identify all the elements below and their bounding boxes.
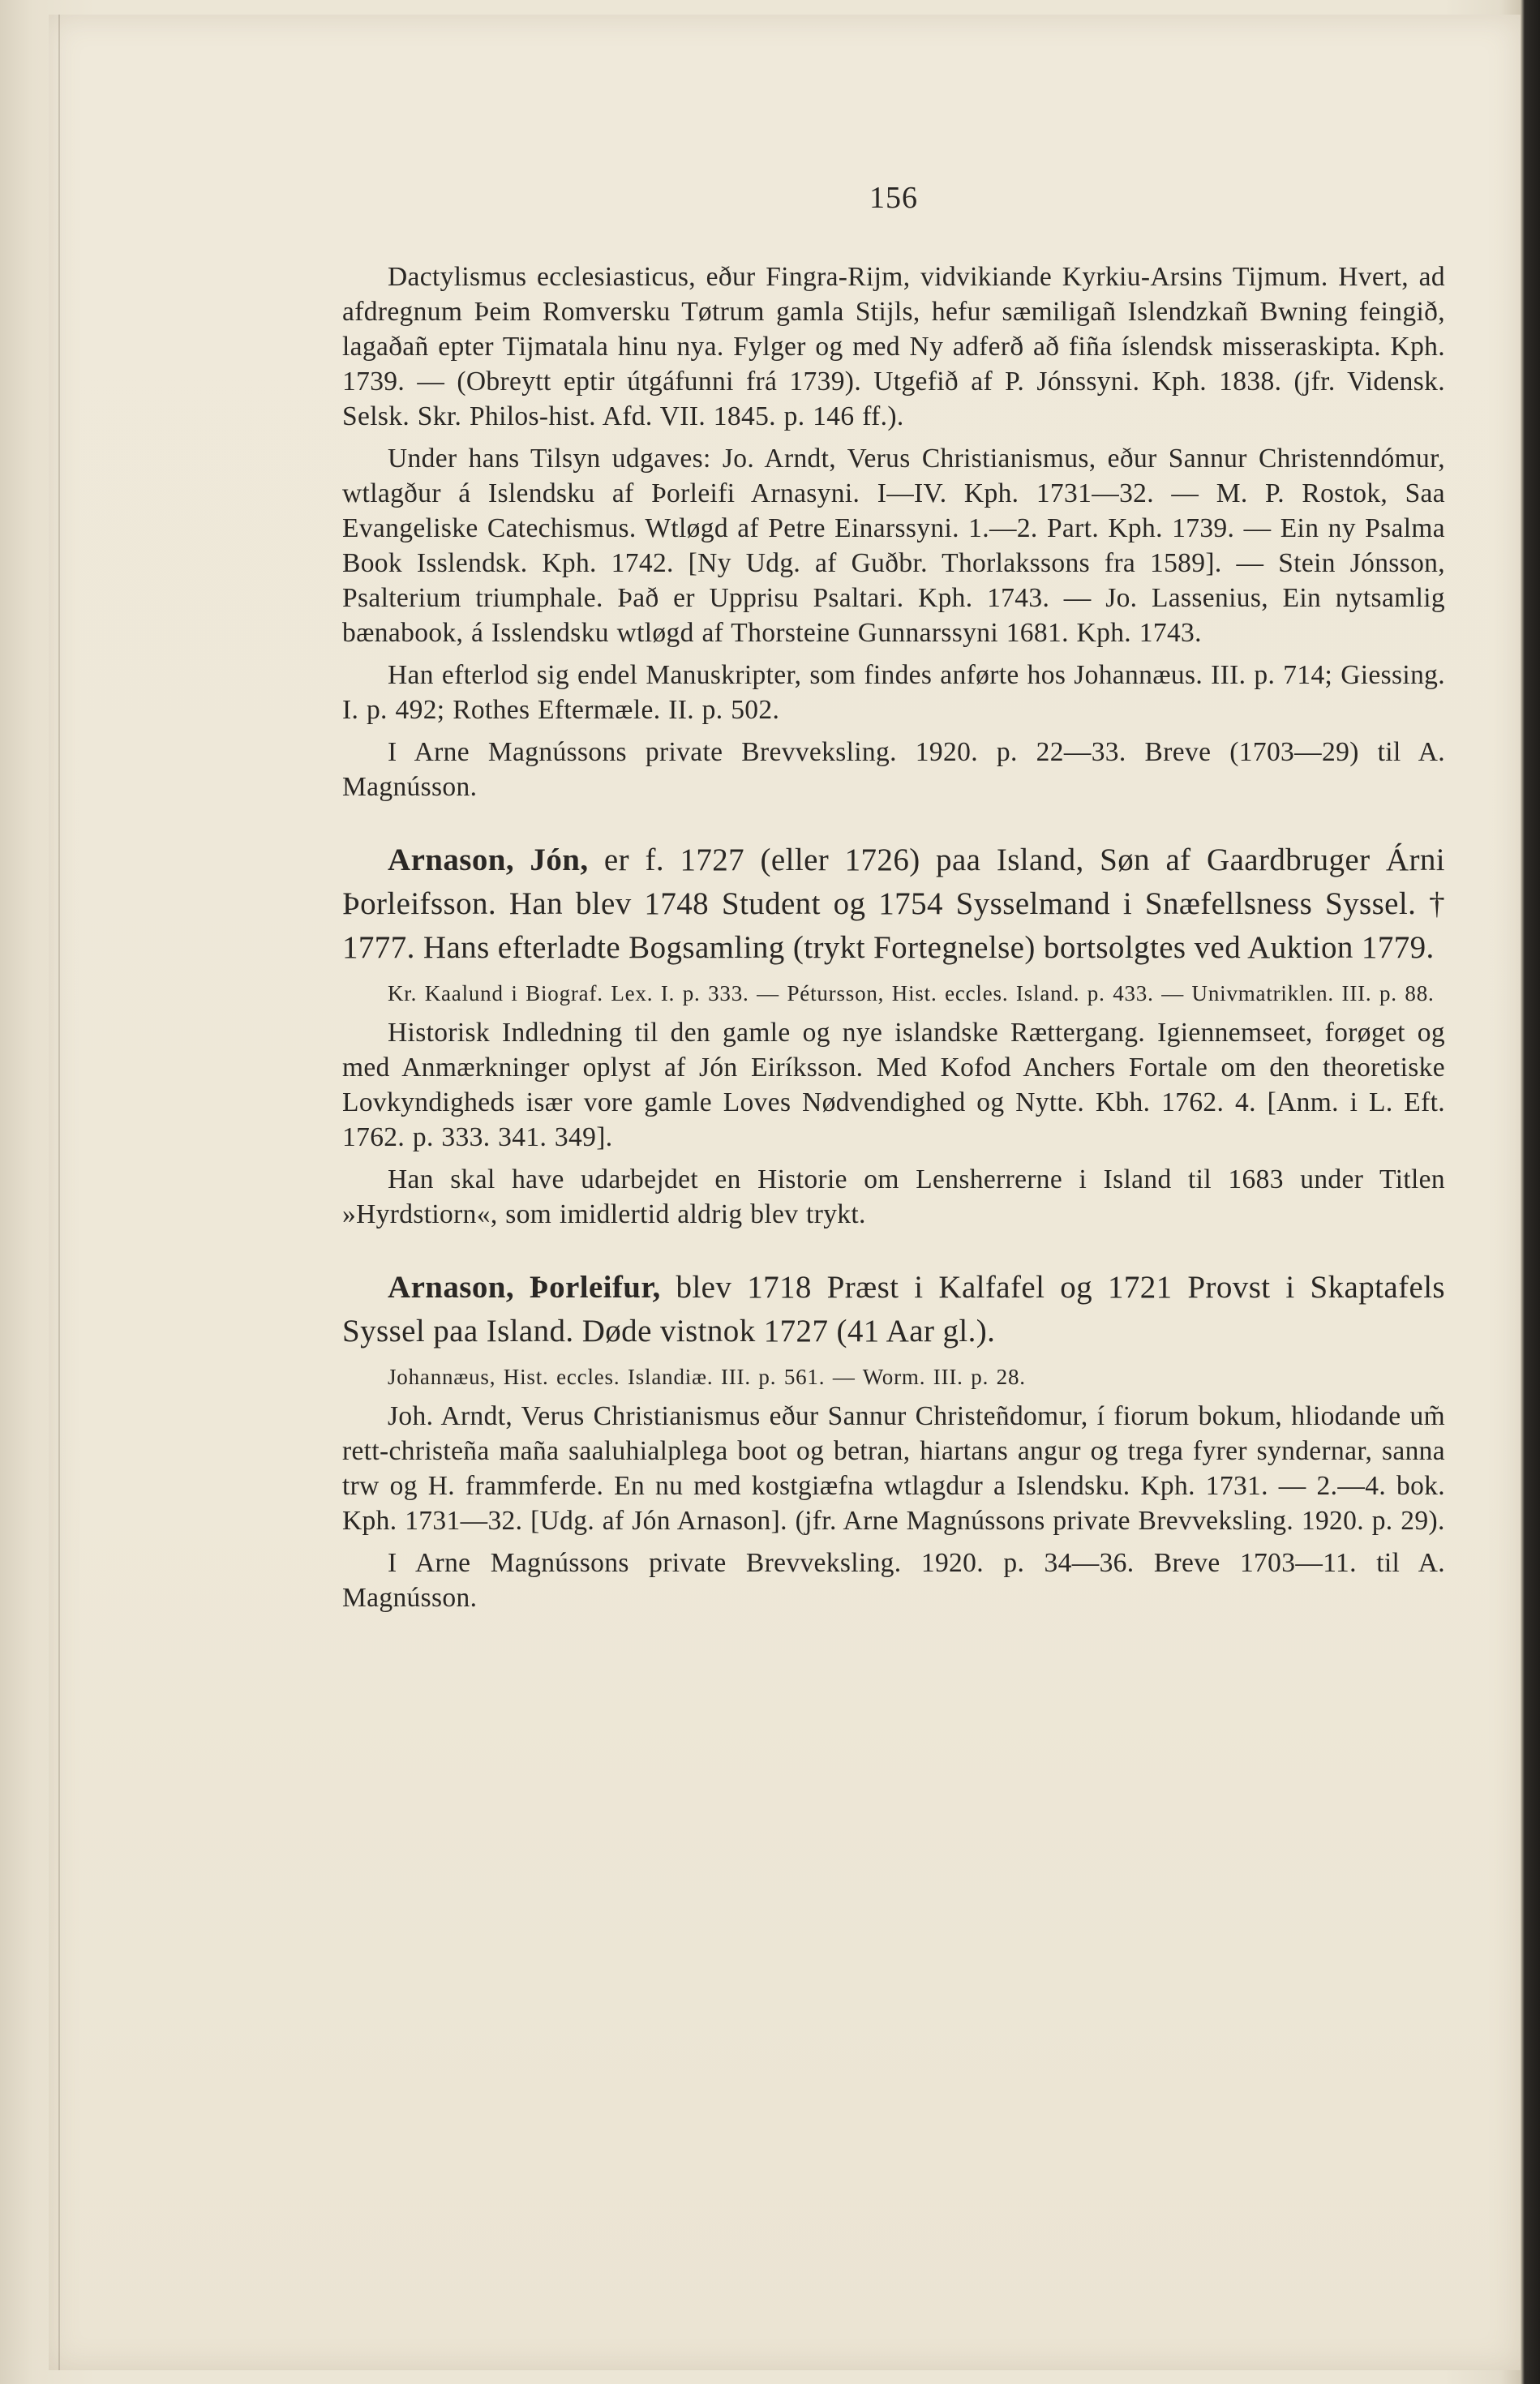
entry-name-jon: Arnason, Jón,: [388, 843, 589, 877]
entry-text-jon: er f. 1727 (eller 1726) paa Island, Søn af Gaardbruger Árni Þorleifsson. Han blev 1748 Student og 1754 Sysselmand i Snæfellsness Syssel. † 1777. Hans efterladte Bogsamling (trykt Fortegnelse) bortsolgtes ved Auktion 1779.: [342, 843, 1446, 965]
page-number: 156: [869, 181, 918, 215]
paragraph-brevveksling-2: I Arne Magnússons private Brevveksling. 1920. p. 34—36. Breve 1703—11. til A. Magnússon.: [342, 1548, 1445, 1613]
paragraph-lensherrerne: Han skal have udarbejdet en Historie om Lensherrerne i Island til 1683 under Titlen »Hyrdstiorn«, som imidlertid aldrig blev trykt.: [342, 1164, 1445, 1229]
reference-thorleifur: Johannæus, Hist. eccles. Islandiæ. III. p. 561. — Worm. III. p. 28.: [388, 1365, 1026, 1389]
page-content: [342, 259, 1445, 1623]
paragraph-under-hans-tilsyn: Under hans Tilsyn udgaves: Jo. Arndt, Verus Christianismus, eður Sannur Christenndómur, wtlagður á Islendsku af Þorleifi Arnasyni. I—IV. Kph. 1731—32. — M. P. Rostok, Saa Evangeliske Catechismus. Wtløgd af Petre Einarssyni. 1.—2. Part. Kph. 1739. — Ein ny Psalma Book Isslendsk. Kph. 1742. [Ny Udg. af Guðbr. Thorlakssons fra 1589]. — Stein Jónsson, Psalterium triumphale. Það er Upprisu Psaltari. Kph. 1743. — Jo. Lassenius, Ein nytsamlig bænabook, á Isslendsku wtløgd af Thorsteine Gunnarssyni 1681. Kph. 1743.: [342, 444, 1445, 648]
reference-jon: Kr. Kaalund i Biograf. Lex. I. p. 333. — Pétursson, Hist. eccles. Island. p. 433. — Univmatriklen. III. p. 88.: [388, 981, 1435, 1005]
paragraph-manuskripter: Han efterlod sig endel Manuskripter, som findes anførte hos Johannæus. III. p. 714; Giessing. I. p. 492; Rothes Eftermæle. II. p. 502.: [342, 660, 1445, 725]
entry-arnason-thorleifur: [342, 1266, 1445, 1353]
paragraph-historisk-indledning: Historisk Indledning til den gamle og nye islandske Rættergang. Igiennemseet, forøget og med Anmærkninger oplyst af Jón Eiríksson. Med Kofod Anchers Fortale om den theoretiske Lovkyndigheds især vore gamle Loves Nødvendighed og Nytte. Kbh. 1762. 4. [Anm. i L. Eft. 1762. p. 333. 341. 349].: [342, 1018, 1445, 1152]
paragraph-dactylismus: Dactylismus ecclesiasticus, eður Fingra-Rijm, vidvikiande Kyrkiu-Arsins Tijmum. Hvert, ad afdregnum Þeim Romversku Tøtrum gamla Stijls, hefur sæmiligañ Islendzkañ Bwning feingið, lagaðañ epter Tijmatala hinu nya. Fylger og med Ny adferð að fiña íslendsk misseraskipta. Kph. 1739. — (Obreytt eptir útgáfunni frá 1739). Utgefið af P. Jónssyni. Kph. 1838. (jfr. Vidensk. Selsk. Skr. Philos-hist. Afd. VII. 1845. p. 146 ff.).: [342, 262, 1445, 431]
page-edge-rule: [58, 15, 60, 2370]
entry-text-thorleifur: blev 1718 Præst i Kalfafel og 1721 Provst i Skaptafels Syssel paa Island. Døde vistnok 1727 (41 Aar gl.).: [342, 1270, 1446, 1349]
paragraph-brevveksling-1: I Arne Magnússons private Brevveksling. 1920. p. 22—33. Breve (1703—29) til A. Magnússon.: [342, 737, 1445, 802]
entry-arnason-jon: [342, 838, 1445, 970]
entry-name-thorleifur: Arnason, Þorleifur,: [388, 1270, 661, 1305]
paragraph-verus-christianismus: Joh. Arndt, Verus Christianismus eður Sannur Christeñdomur, í fiorum bokum, hliodande um̃ rett-christeña mañа saaluhialplega boot og betran, hiartans angur og trega fyrer syndernar, sanna trw og H. frammferde. En nu med kostgiæfna wtlagdur a Islendsku. Kph. 1731. — 2.—4. bok. Kph. 1731—32. [Udg. af Jón Arnason]. (jfr. Arne Magnússons private Brevveksling. 1920. p. 29).: [342, 1401, 1445, 1536]
